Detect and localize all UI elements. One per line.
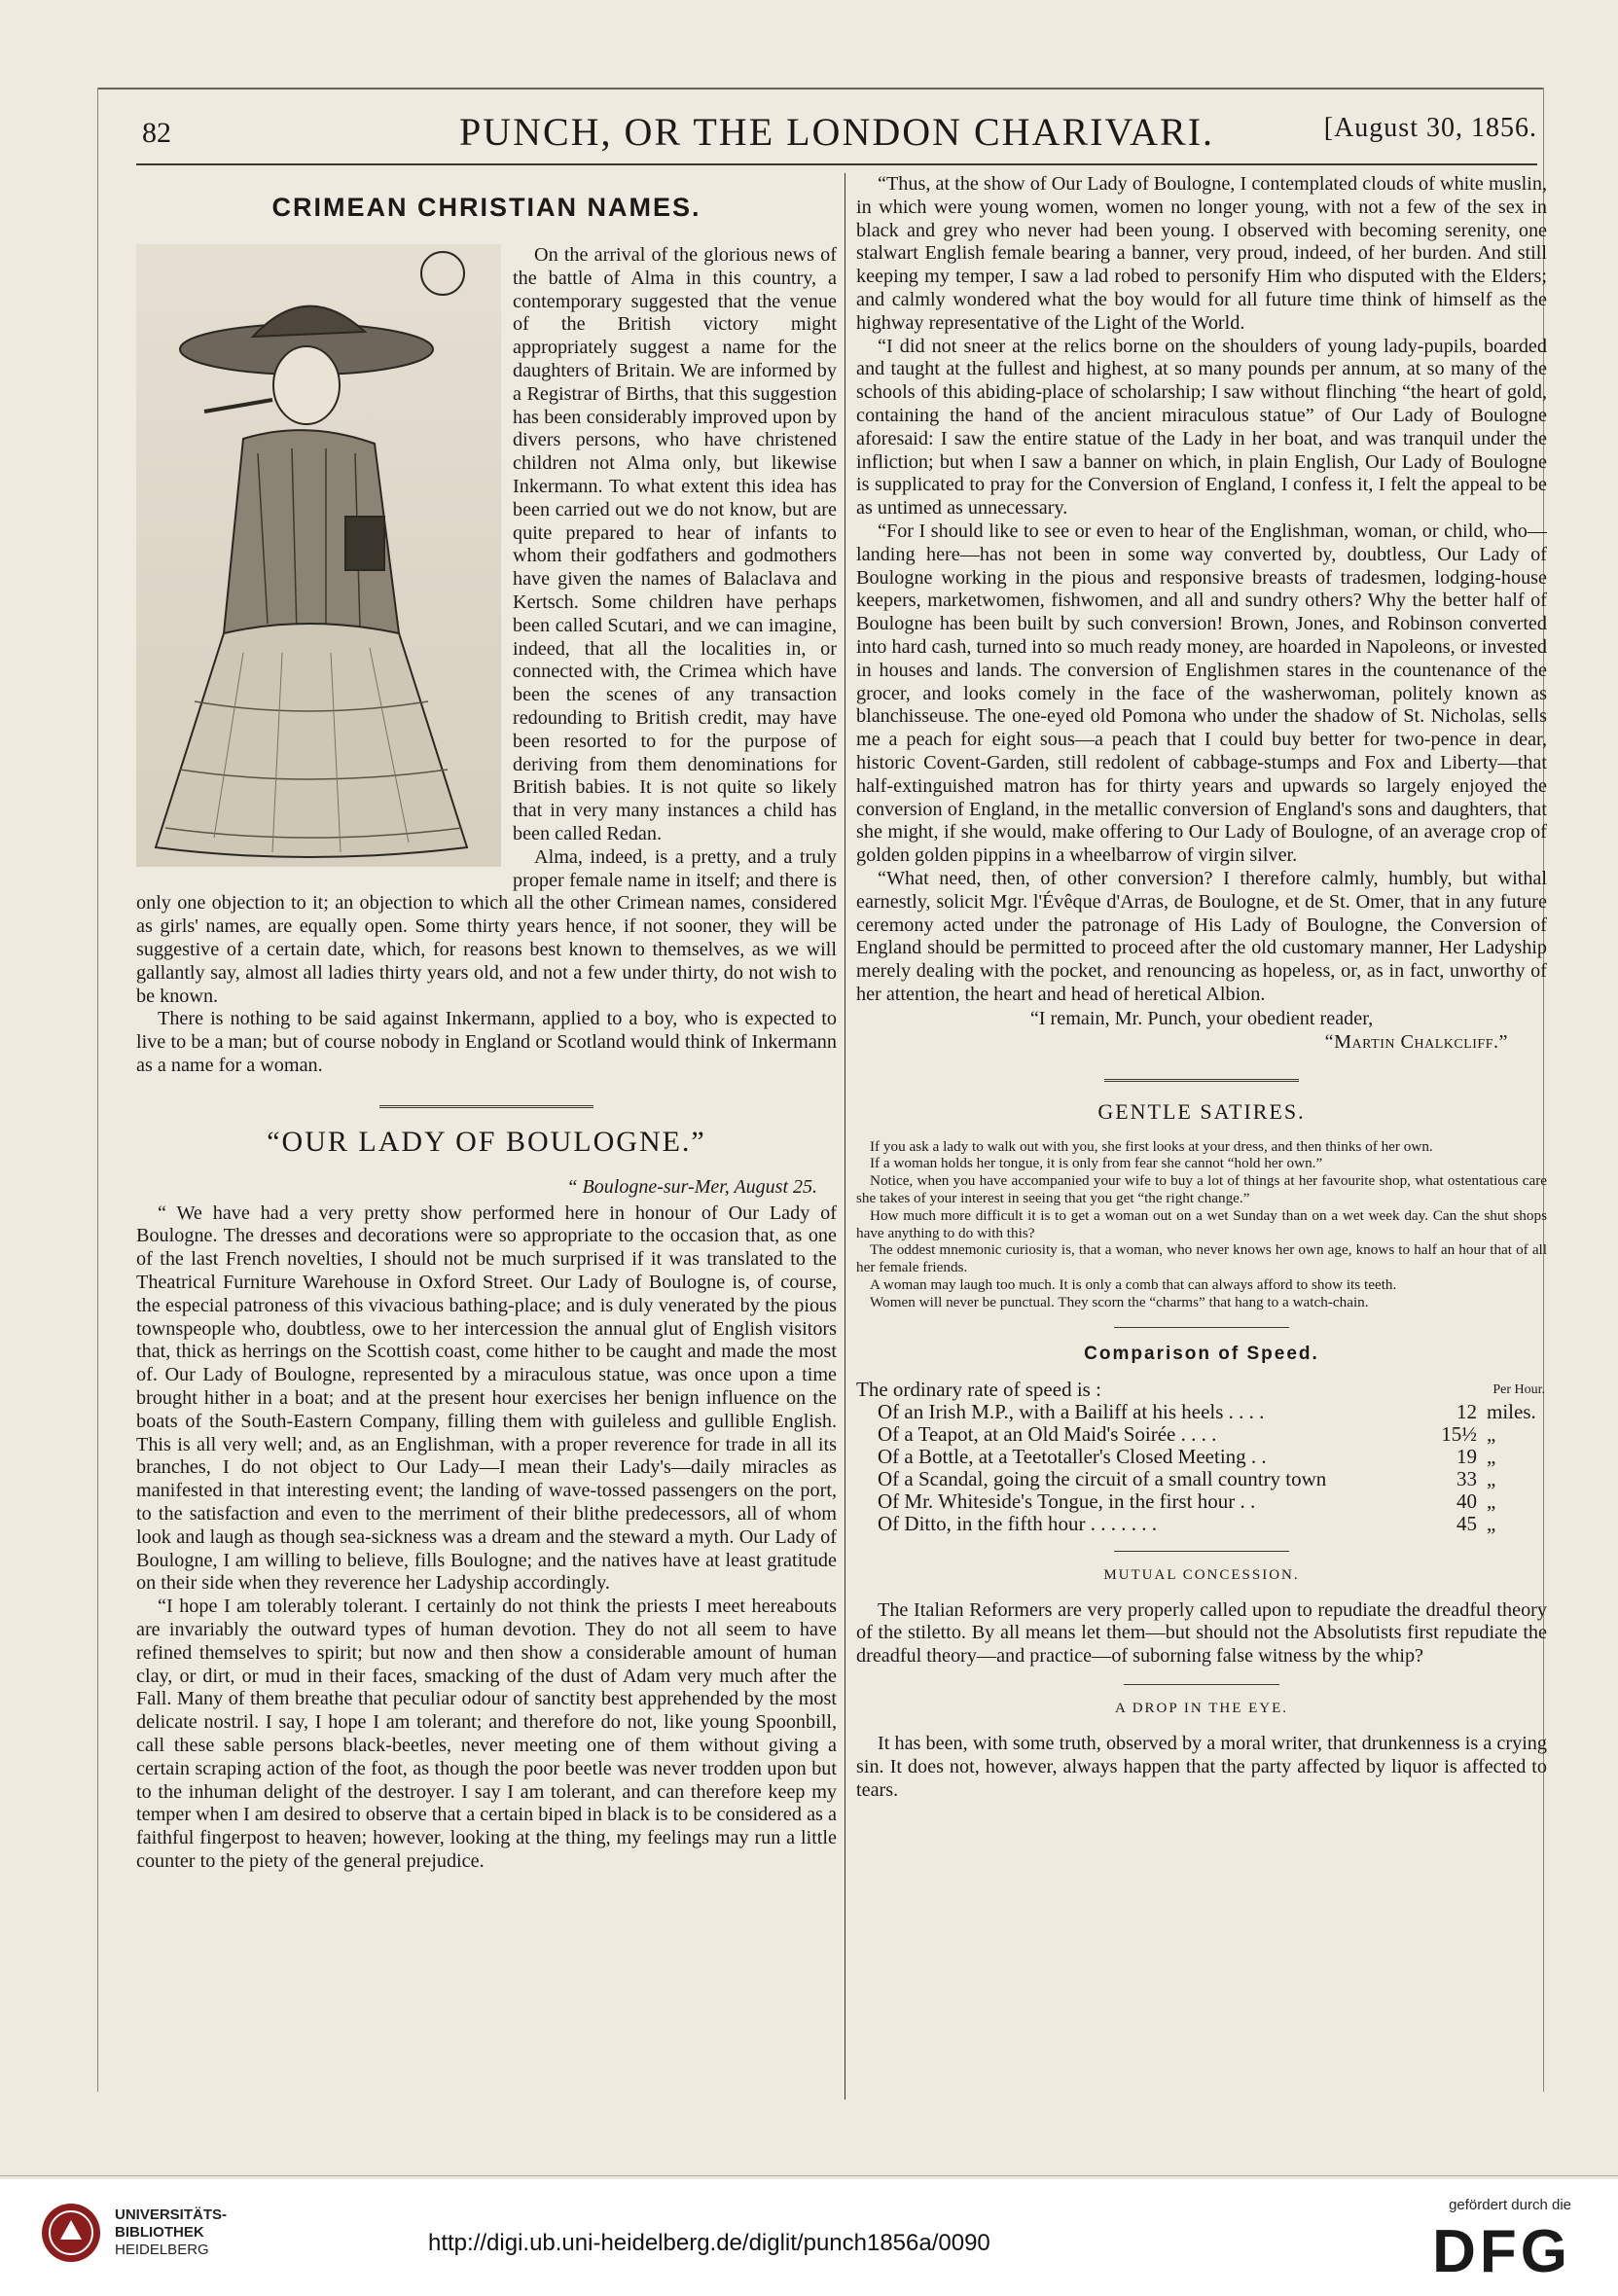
satire-item: How much more difficult it is to get a woman out on a wet Sunday than on a wet week day. Can the shut shops have anything to do with this? [856, 1206, 1547, 1241]
page-frame-left-rule [97, 88, 98, 2092]
right-column [856, 173, 1547, 1802]
speed-value: 19 [1456, 1444, 1477, 1468]
table-row [856, 1446, 1547, 1468]
boulogne-paragraph: “Thus, at the show of Our Lady of Boulogne, I contemplated clouds of white muslin, in which were young women, women no longer young, with not a few of the sex in black and grey who never had been young. I observed with becoming serenity, one stalwart English female bearing a banner, very proud, indeed, of her burden. And still keeping my temper, I saw a lad robed to personify Him who disputed with the Elders; and calmly wondered what the boy would for all future time think of himself as the highway representative of the Light of the World. [856, 173, 1547, 334]
section-separator [1104, 1079, 1299, 1082]
satire-item: A woman may laugh too much. It is only a comb that can always afford to show its teeth. [870, 1276, 1397, 1294]
issue-date: [August 30, 1856. [1323, 113, 1537, 143]
speed-label: Of a Teapot, at an Old Maid's Soirée . . . . [878, 1421, 1217, 1446]
institution-line: BIBLIOTHEK [115, 2224, 204, 2241]
article-title-crimean: CRIMEAN CHRISTIAN NAMES. [271, 193, 701, 222]
table-row [856, 1401, 1547, 1423]
boulogne-paragraph: “What need, then, of other conversion? I therefore calmly, humbly, but withal earnestly, solicit Mgr. l'Évêque d'Arras, de Boulogne, et de St. Omer, that in any future ceremony acted under the patronage of His Lady of Boulogne, the Conversion of England should be permitted to proceed after the old customary manner, Her Ladyship merely dealing with the pocket, and renouncing as hopeless, or, as in fact, unworthy of her attention, the heart and head of heretical Albion. [856, 867, 1547, 1005]
speed-table [856, 1379, 1547, 1535]
article-title-satires: GENTLE SATIRES. [1097, 1098, 1306, 1124]
page-number: 82 [142, 117, 171, 149]
speed-label: Of an Irish M.P., with a Bailiff at his heels . . . . [878, 1399, 1265, 1423]
crimean-paragraph: Alma, indeed, is a pretty, and a truly proper female name in itself; and there is only one objection to it; an objection to which all the other Crimean names, considered as girls' names, are equally open. Some thirty years hence, if not sooner, they will be suggestive of a certain date, which, for reasons best known to themselves, as we will gallantly say, almost all ladies thirty years old, and not a few under thirty, do not wish to be known. [136, 845, 837, 1007]
satire-item: Women will never be punctual. They scorn the “charms” that hang to a watch-chain. [870, 1293, 1369, 1310]
boulogne-paragraph: “I did not sneer at the relics borne on the shoulders of young lady-pupils, boarded and taught at the fullest and highest, at so many pounds per annum, at so many of the schools of this abiding-place of scholarship; I saw without flinching “the heart of gold, containing the hand of the ancient miraculous statue” of Our Lady of Boulogne aforesaid: I saw the entire statue of the Lady in her boat, and was tranquil under the infliction; but when I saw a banner on which, in plain English, Our Lady of Boulogne is supplicated to pray for the Conversion of England, I confess it, I felt the appeal to be as untimed as unnecessary. [856, 335, 1547, 520]
institution-line: HEIDELBERG [115, 2242, 209, 2258]
running-title: PUNCH, OR THE LONDON CHARIVARI. [458, 110, 1215, 154]
header-rule [136, 163, 1537, 165]
speed-unit: „ [1487, 1511, 1496, 1535]
crimean-paragraph: On the arrival of the glorious news of the battle of Alma in this country, a contemporary suggested that the venue of the British victory might appropriately suggest a name for the daughters of Britain. We are informed by a Registrar of Births, that this suggestion has been considerably improved upon by divers persons, who have christened children not Alma only, but likewise Inkermann. To what extent this idea has been carried out we do not know, but are quite prepared to hear of infants to whom their godfathers and godmothers have given the names of Balaclava and Kertsch. Some children have perhaps been called Scutari, and we can imagine, indeed, that all the localities in, or connected with, the Crimea which have been the scenes of any transaction redounding to British credit, may have been resorted to for the purpose of deriving from them denominations for British babies. It is not quite so likely that in very many instances a child has been called Redan. [513, 244, 837, 844]
speed-value: 45 [1456, 1511, 1477, 1535]
section-separator [1114, 1327, 1289, 1328]
section-separator [1124, 1684, 1279, 1685]
page-frame-top-rule [97, 88, 1543, 90]
boulogne-paragraph: “I hope I am tolerably tolerant. I certainly do not think the priests I meet hereabouts are invariably the outward types of human devotion. They do not all seem to have refined themselves to spirit; but now and then show a considerable amount of human clay, or dirt, or mud in their faces, smacking of the dust of Adam very much after the Fall. Many of them breathe that peculiar odour of sanctity best apprehended by the most delicate nostril. I say, I hope I am tolerant; and therefore do not, like young Spoonbill, call these sable persons black-beetles, never meeting one of them without giving a certain scraping action of the foot, as though the poor beetle was never trodden upon but to the inhuman delight of the destroyer. I say I am tolerant, and can therefore keep my temper when I am desired to observe that a certain biped in black is to be considered as a faithful fingerpost to heaven; however, looking at the thing, my feelings may run a little counter to the piety of the general prejudice. [136, 1596, 837, 1872]
permalink-url[interactable]: http://digi.ub.uni-heidelberg.de/diglit/punch1856a/0090 [428, 2230, 990, 2256]
speed-label: Of a Bottle, at a Teetotaller's Closed Meeting . . [878, 1444, 1267, 1468]
footer-rule [0, 2175, 1618, 2176]
speed-intro: The ordinary rate of speed is : [856, 1377, 1101, 1401]
speed-unit: „ [1487, 1421, 1496, 1446]
speed-unit: „ [1487, 1489, 1496, 1513]
satire-item: If a woman holds her tongue, it is only from fear she cannot “hold her own.” [870, 1155, 1323, 1172]
section-separator [379, 1105, 593, 1108]
speed-value: 40 [1456, 1489, 1477, 1513]
speed-label: Of Ditto, in the fifth hour . . . . . . . [878, 1511, 1157, 1535]
speed-label: Of Mr. Whiteside's Tongue, in the first hour . . [878, 1489, 1256, 1513]
article-title-drop: A DROP IN THE EYE. [1114, 1701, 1289, 1717]
per-hour-header: Per Hour. [1492, 1381, 1545, 1397]
boulogne-signoff: “I remain, Mr. Punch, your obedient reader, [1029, 1007, 1374, 1029]
woodcut-figure-icon [136, 244, 501, 867]
article-title-speed: Comparison of Speed. [1084, 1343, 1319, 1364]
speed-unit: miles. [1487, 1399, 1536, 1423]
university-seal-icon [39, 2201, 103, 2265]
crimean-paragraph: There is nothing to be said against Inkermann, applied to a boy, who is expected to live to be a man; but of course nobody in England or Scotland would think of Inkermann as a name for a woman. [136, 1008, 837, 1076]
speed-value: 33 [1456, 1466, 1477, 1490]
digitization-footer [0, 2179, 1618, 2296]
illustration-lady-with-cigar [136, 244, 501, 867]
funding-label: gefördert durch die [1449, 2197, 1571, 2213]
boulogne-paragraph: “ We have had a very pretty show performed here in honour of Our Lady of Boulogne. The dresses and decorations were so appropriate to the occasion that, as one of the last French novelties, I should not be much surprised if it was translated to the Theatrical Furniture Warehouse in Oxford Street. Our Lady of Boulogne is, of course, the especial patroness of this vivacious bathing-place; and is duly venerated by the pious townspeople who, doubtless, owe to her intercession the annual glut of English visitors that, thick as herrings on the Scottish coast, come hither to be caught and made the most of. Our Lady of Boulogne, represented by a miraculous statue, was once upon a time brought hither in a boat; and at the present hour exercises her benign influence on the boats of the South-Eastern Company, filling them with guileless and gullible English. This is all very well; and, as an Englishman, with a proper reverence for trade in all its branches, I do not object to Our Lady—I mean their Lady's—daily miracles as manifested in that interesting event; the landing of wave-tossed passengers on the port, to the satisfaction and even to the merriment of their blithe predecessors, all of whom look and laugh as though sea-sickness was a dream and the steward a myth. Our Lady of Boulogne, I am willing to believe, fills Boulogne; and the natives have at least gratitude on their side when they reverence her Ladyship accordingly. [136, 1202, 837, 1595]
section-separator [1114, 1551, 1289, 1552]
article-title-boulogne: “OUR LADY OF BOULOGNE.” [267, 1125, 706, 1158]
speed-unit: „ [1487, 1444, 1496, 1468]
drop-paragraph: It has been, with some truth, observed by a moral writer, that drunkenness is a crying sin. It does not, however, always happen that the party affected by liquor is affected to tears. [856, 1733, 1547, 1801]
dfg-logo: DFG [1432, 2218, 1571, 2285]
table-row [856, 1490, 1547, 1513]
speed-label: Of a Scandal, going the circuit of a small country town [878, 1466, 1327, 1490]
boulogne-signature: “Martin Chalkcliff.” [1324, 1030, 1508, 1053]
institution-name [115, 2206, 227, 2259]
mutual-paragraph: The Italian Reformers are very properly called upon to repudiate the dreadful theory of the stiletto. By all means let them—but should not the Absolutists first repudiate the dreadful theory—and practice—of suborning false witness by the whip? [856, 1598, 1547, 1668]
table-row [856, 1513, 1547, 1535]
satire-item: Notice, when you have accompanied your wife to buy a lot of things at her favourite shop, what ostentatious care she takes of your interest in seeing that you get “the right change.” [856, 1172, 1547, 1207]
table-row [856, 1468, 1547, 1490]
boulogne-paragraph: “For I should like to see or even to hear of the Englishman, woman, or child, who—landing here—has not been in some way converted by, doubtless, Our Lady of Boulogne working in the pious and responsive breasts of tradesmen, lodging-house keepers, marketwomen, fishwomen, and all and sundry others? Why the better half of Boulogne has been built by such conversion! Brown, Jones, and Robinson converted into hard cash, turned into so much ready money, are hoarded in Napoleons, or invested in houses and lands. The conversion of Englishmen stares in the countenance of the grocer, and looks comely in the face of the washerwoman, politely known as blanchisseuse. The one-eyed old Pomona who under the shadow of St. Nicholas, sells me a peach for eight sous—a peach that I could buy better for two-pence in dear, historic Covent-Garden, still redolent of cabbage-stumps and Fox and Liberty—that half-extinguished matron has for thirty years and upwards so largely enjoyed the conversion of England, in the metallic conversion of England's sons and daughters, that she might, if she would, make offering to Our Lady of Boulogne, of an average crop of golden golden pippins in a wheelbarrow of virgin silver. [856, 520, 1547, 867]
table-row [856, 1423, 1547, 1446]
boulogne-dateline: “ Boulogne-sur-Mer, August 25. [566, 1175, 817, 1198]
table-row [856, 1379, 1547, 1401]
satire-item: If you ask a lady to walk out with you, she first looks at your dress, and then thinks of her own. [870, 1137, 1433, 1155]
article-title-mutual: MUTUAL CONCESSION. [1103, 1566, 1300, 1583]
speed-unit: „ [1487, 1466, 1496, 1490]
institution-line: UNIVERSITÄTS- [115, 2206, 228, 2223]
running-header [136, 109, 1537, 154]
left-column [136, 173, 837, 1874]
speed-value: 12 [1456, 1399, 1477, 1423]
satire-item: The oddest mnemonic curiosity is, that a woman, who never knows her own age, knows to half an hour that of all her female friends. [856, 1241, 1547, 1276]
speed-value: 15½ [1441, 1421, 1477, 1446]
